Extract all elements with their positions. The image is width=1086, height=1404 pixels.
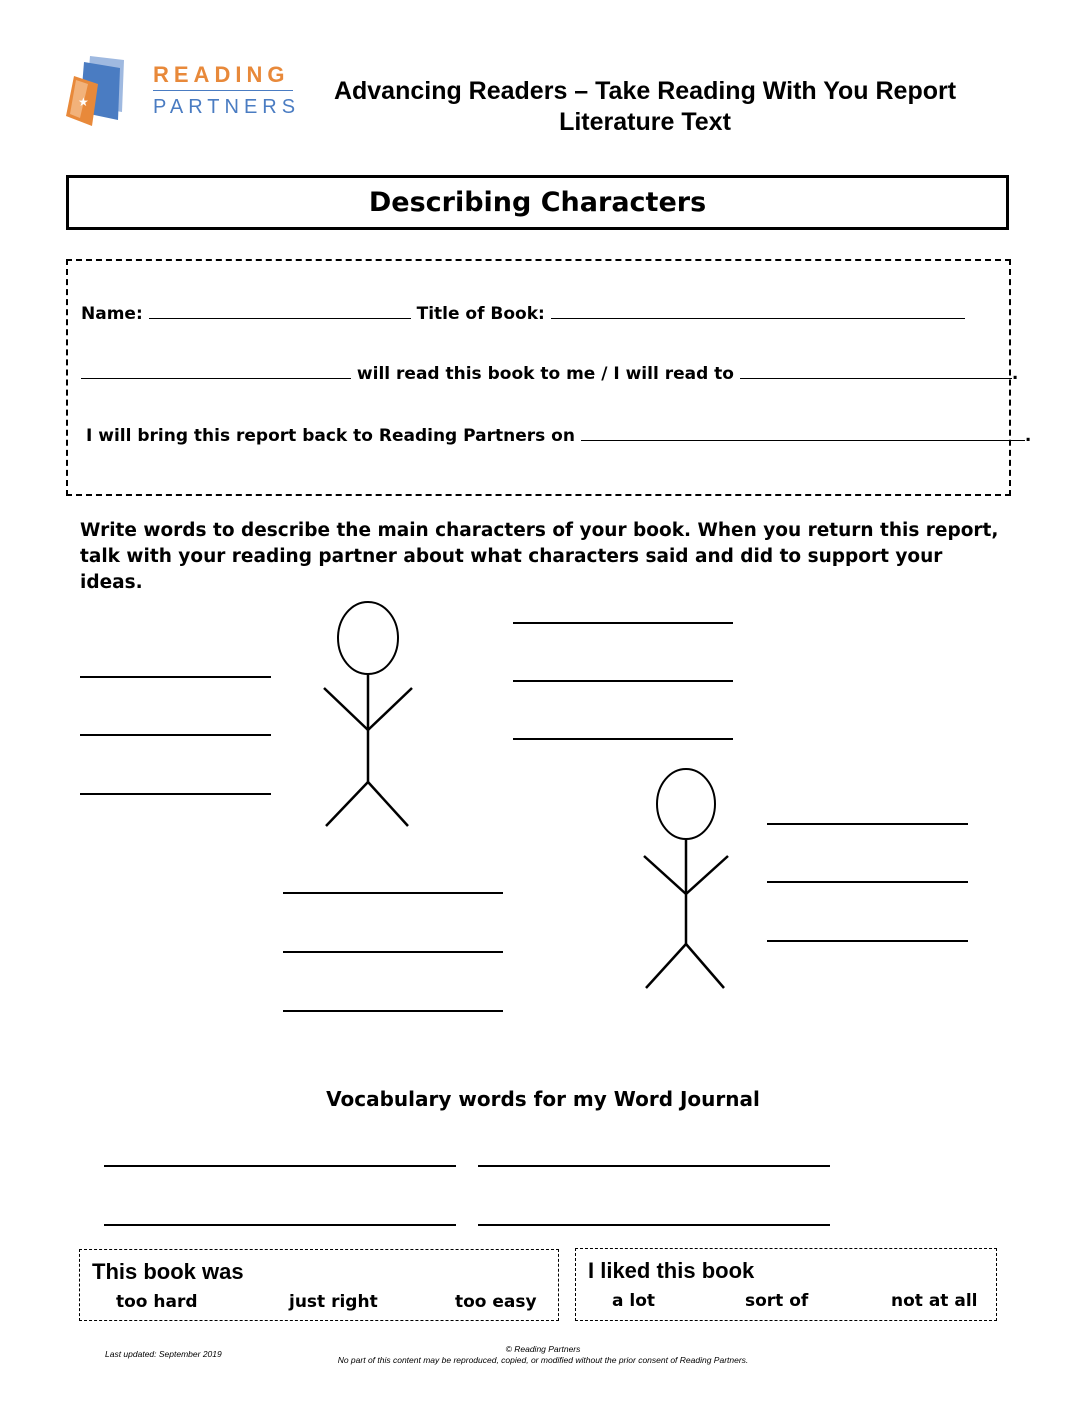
reader-text: will read this book to me / I will read to xyxy=(356,364,734,384)
character-word-line[interactable] xyxy=(767,940,968,942)
name-field[interactable] xyxy=(149,302,411,319)
return-row: I will bring this report back to Reading Partners on . xyxy=(86,426,1032,446)
character-word-line[interactable] xyxy=(513,622,733,624)
liking-option-not-at-all[interactable]: not at all xyxy=(891,1291,978,1311)
character-word-line[interactable] xyxy=(283,892,503,894)
book-title-label: Title of Book: xyxy=(416,304,545,324)
reader-row: will read this book to me / I will read to . xyxy=(81,362,1018,384)
liking-option-a-lot[interactable]: a lot xyxy=(612,1291,656,1311)
character-word-line[interactable] xyxy=(80,676,271,678)
character-word-line[interactable] xyxy=(80,734,271,736)
character-word-line[interactable] xyxy=(767,881,968,883)
logo-divider xyxy=(153,90,293,91)
reader-name-field[interactable] xyxy=(81,362,351,379)
difficulty-option-too-easy[interactable]: too easy xyxy=(455,1292,537,1312)
character-word-line[interactable] xyxy=(283,1010,503,1012)
vocabulary-line[interactable] xyxy=(478,1165,830,1167)
return-text: I will bring this report back to Reading Partners on xyxy=(86,426,575,446)
character-word-line[interactable] xyxy=(513,680,733,682)
name-label: Name: xyxy=(81,304,143,324)
section-title: Describing Characters xyxy=(66,175,1009,230)
report-title: Advancing Readers – Take Reading With You Report xyxy=(333,77,957,105)
reproduction-notice: No part of this content may be reproduced, copied, or modified without the prior consent of Reading Partners. xyxy=(337,1355,749,1365)
return-date-field[interactable] xyxy=(581,424,1025,441)
character-word-line[interactable] xyxy=(80,793,271,795)
read-to-field[interactable] xyxy=(740,362,1012,379)
vocabulary-line[interactable] xyxy=(478,1224,830,1226)
reading-partners-logo xyxy=(62,54,302,130)
character-word-line[interactable] xyxy=(283,951,503,953)
logo-text-reading: READING xyxy=(153,62,290,87)
book-title-field[interactable] xyxy=(551,302,965,319)
copyright-note: © Reading Partners xyxy=(505,1344,581,1354)
instructions-text: Write words to describe the main characters of your book. When you return this report, talk with your reading partner about what characters said and did to support your ideas. xyxy=(80,520,999,593)
name-row xyxy=(81,302,965,324)
last-updated-note: Last updated: September 2019 xyxy=(105,1349,222,1359)
difficulty-option-just-right[interactable]: just right xyxy=(289,1292,378,1312)
report-subtitle: Literature Text xyxy=(559,108,731,136)
stick-figure-icon xyxy=(638,766,734,992)
liking-rating-title: I liked this book xyxy=(588,1258,755,1283)
vocabulary-line[interactable] xyxy=(104,1224,456,1226)
vocabulary-line[interactable] xyxy=(104,1165,456,1167)
character-word-line[interactable] xyxy=(767,823,968,825)
difficulty-option-too-hard[interactable]: too hard xyxy=(116,1292,198,1312)
stick-figure-icon xyxy=(318,598,418,832)
vocabulary-title: Vocabulary words for my Word Journal xyxy=(326,1087,760,1111)
book-logo-icon xyxy=(62,54,152,130)
logo-text-partners: PARTNERS xyxy=(153,96,301,118)
liking-option-sort-of[interactable]: sort of xyxy=(745,1291,809,1311)
character-word-line[interactable] xyxy=(513,738,733,740)
difficulty-rating-title: This book was xyxy=(92,1259,244,1284)
svg-text:★: ★ xyxy=(78,95,89,109)
